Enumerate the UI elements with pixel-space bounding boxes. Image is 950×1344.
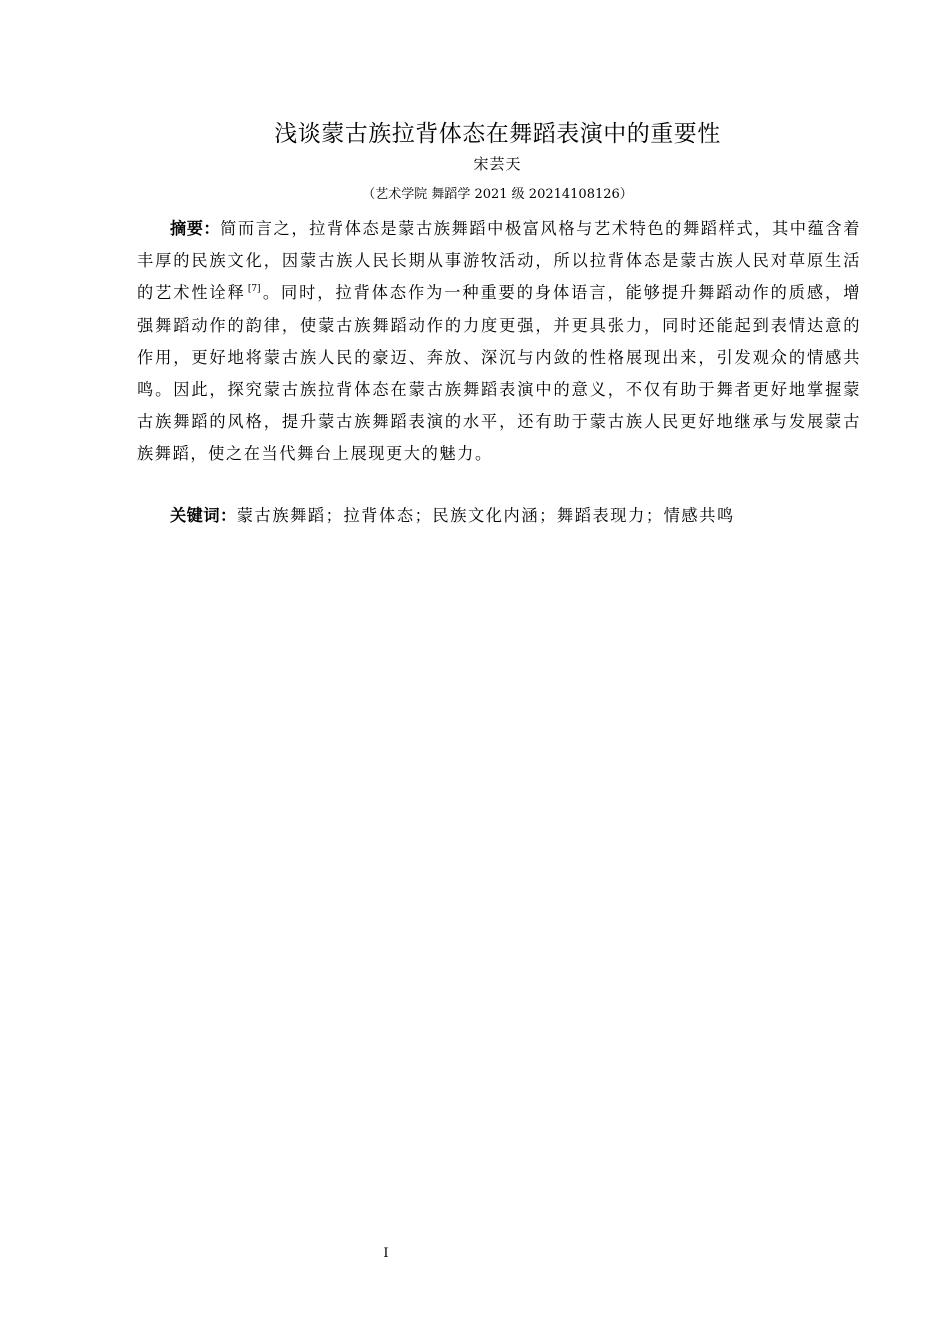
paper-title: 浅谈蒙古族拉背体态在舞蹈表演中的重要性 — [274, 121, 721, 147]
page-number: I — [383, 1246, 389, 1261]
keywords-text: 蒙古族舞蹈；拉背体态；民族文化内涵；舞蹈表现力；情感共鸣 — [236, 506, 735, 525]
citation-marker: [7] — [247, 284, 261, 295]
author-name: 宋芸天 — [473, 155, 522, 173]
abstract-text-part-2: 。同时，拉背体态作为一种重要的身体语言，能够提升舞蹈动作的质感，增强舞蹈动作的韵律，使蒙古族舞蹈动作的力度更强，并更具张力，同时还能起到表情达意的作用，更好地将蒙古族人民的豪迈、奔放、深沉与内敛的性格展现出来，引发观众的情感共鸣。因此，探究蒙古族拉背体态在蒙古族舞蹈表演中的意义，不仅有助于舞者更好地掌握蒙古族舞蹈的风格，提升蒙古族舞蹈表演的水平，还有助于蒙古族人民更好地继承与发展蒙古族舞蹈，使之在当代舞台上展现更大的魅力。 — [137, 283, 861, 464]
abstract-label: 摘要： — [170, 219, 221, 238]
abstract-paragraph — [137, 213, 861, 471]
author-affiliation: （艺术学院 舞蹈学 2021 级 20214108126） — [362, 187, 633, 202]
keywords-paragraph — [137, 502, 861, 530]
abstract-text-part-1: 简而言之，拉背体态是蒙古族舞蹈中极富风格与艺术特色的舞蹈样式，其中蕴含着丰厚的民族文化，因蒙古族人民长期从事游牧活动，所以拉背体态是蒙古族人民对草原生活的艺术性诠释 — [137, 219, 861, 303]
keywords-label: 关键词： — [170, 506, 237, 525]
